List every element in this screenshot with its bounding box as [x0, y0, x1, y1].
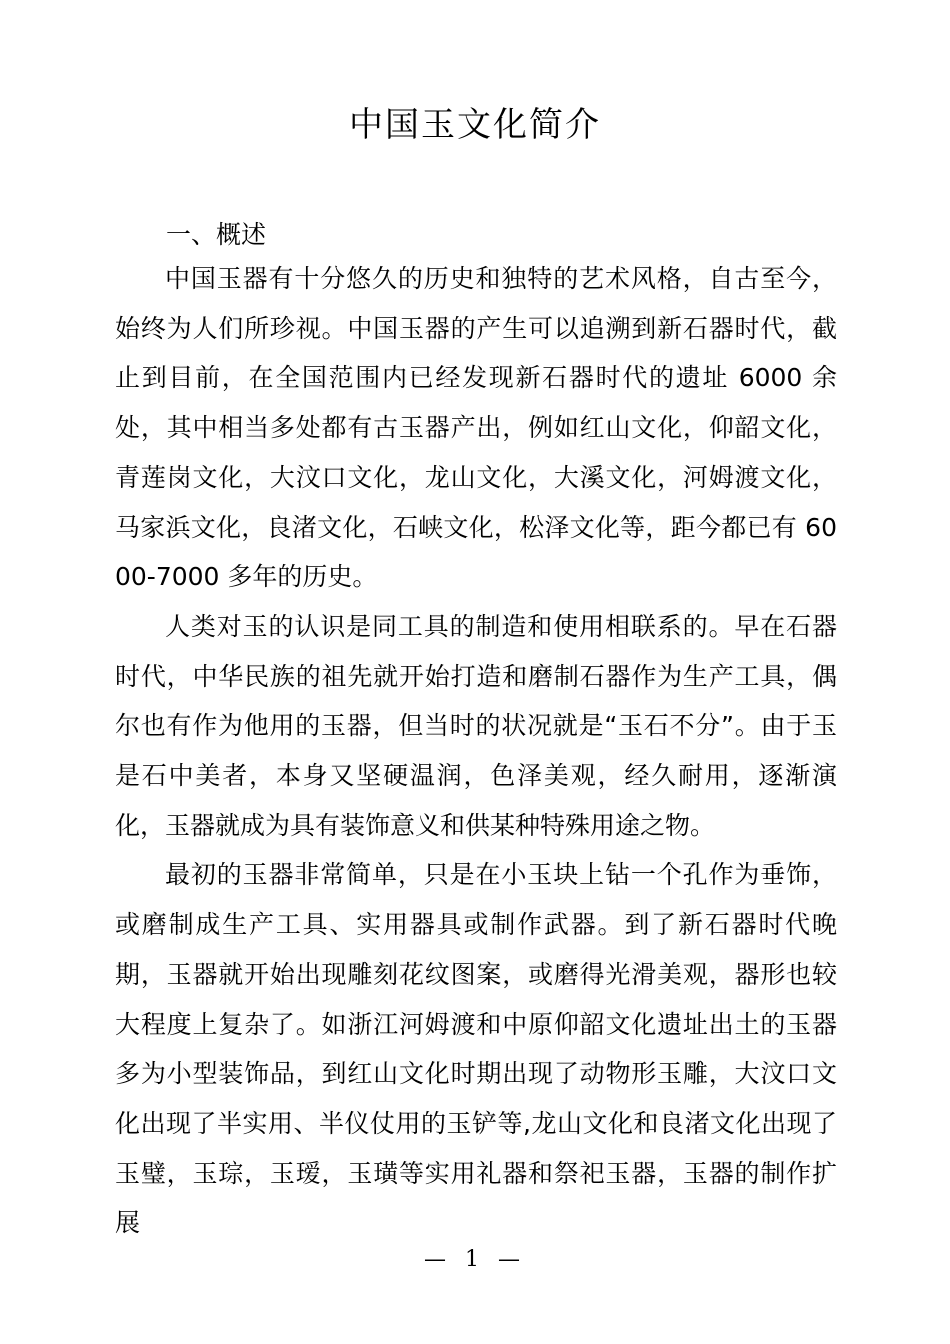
paragraph-jade-recognition: 人类对玉的认识是同工具的制造和使用相联系的。早在石器时代，中华民族的祖先就开始打造和磨制石器作为生产工具，偶尔也有作为他用的玉器，但当时的状况就是“玉石不分”。由于玉是石中美者，本身又坚硬温润，色泽美观，经久耐用，逐渐演化，玉器就成为具有装饰意义和供某种特殊用途之物。: [115, 611, 837, 840]
page-number: — 1 —: [424, 1247, 526, 1272]
paragraph-overview: 中国玉器有十分悠久的历史和独特的艺术风格，自古至今，始终为人们所珍视。中国玉器的产生可以追溯到新石器时代，截止到目前，在全国范围内已经发现新石器时代的遗址 6000 余处，其中相当多处都有古玉器产出，例如红山文化，仰韶文化，青莲岗文化，大汶口文化，龙山文化，大溪文化，河姆渡文化，马家浜文化，良渚文化，石峡文化，松泽文化等，距今都已有 6000-7000 多年的历史。: [115, 264, 837, 592]
document-title: 中国玉文化简介: [349, 105, 601, 145]
paragraph-early-jade: 最初的玉器非常简单，只是在小玉块上钻一个孔作为垂饰，或磨制成生产工具、实用器具或制作武器。到了新石器时代晚期，玉器就开始出现雕刻花纹图案，或磨得光滑美观，器形也较大程度上复杂了。如浙江河姆渡和中原仰韶文化遗址出土的玉器多为小型装饰品，到红山文化时期出现了动物形玉雕，大汶口文化出现了半实用、半仪仗用的玉铲等,龙山文化和良渚文化出现了玉璧，玉琮，玉瑷，玉璜等实用礼器和祭祀玉器，玉器的制作扩展: [115, 860, 837, 1238]
document-body: [115, 254, 837, 1248]
section-heading: 一、概述: [166, 220, 267, 249]
